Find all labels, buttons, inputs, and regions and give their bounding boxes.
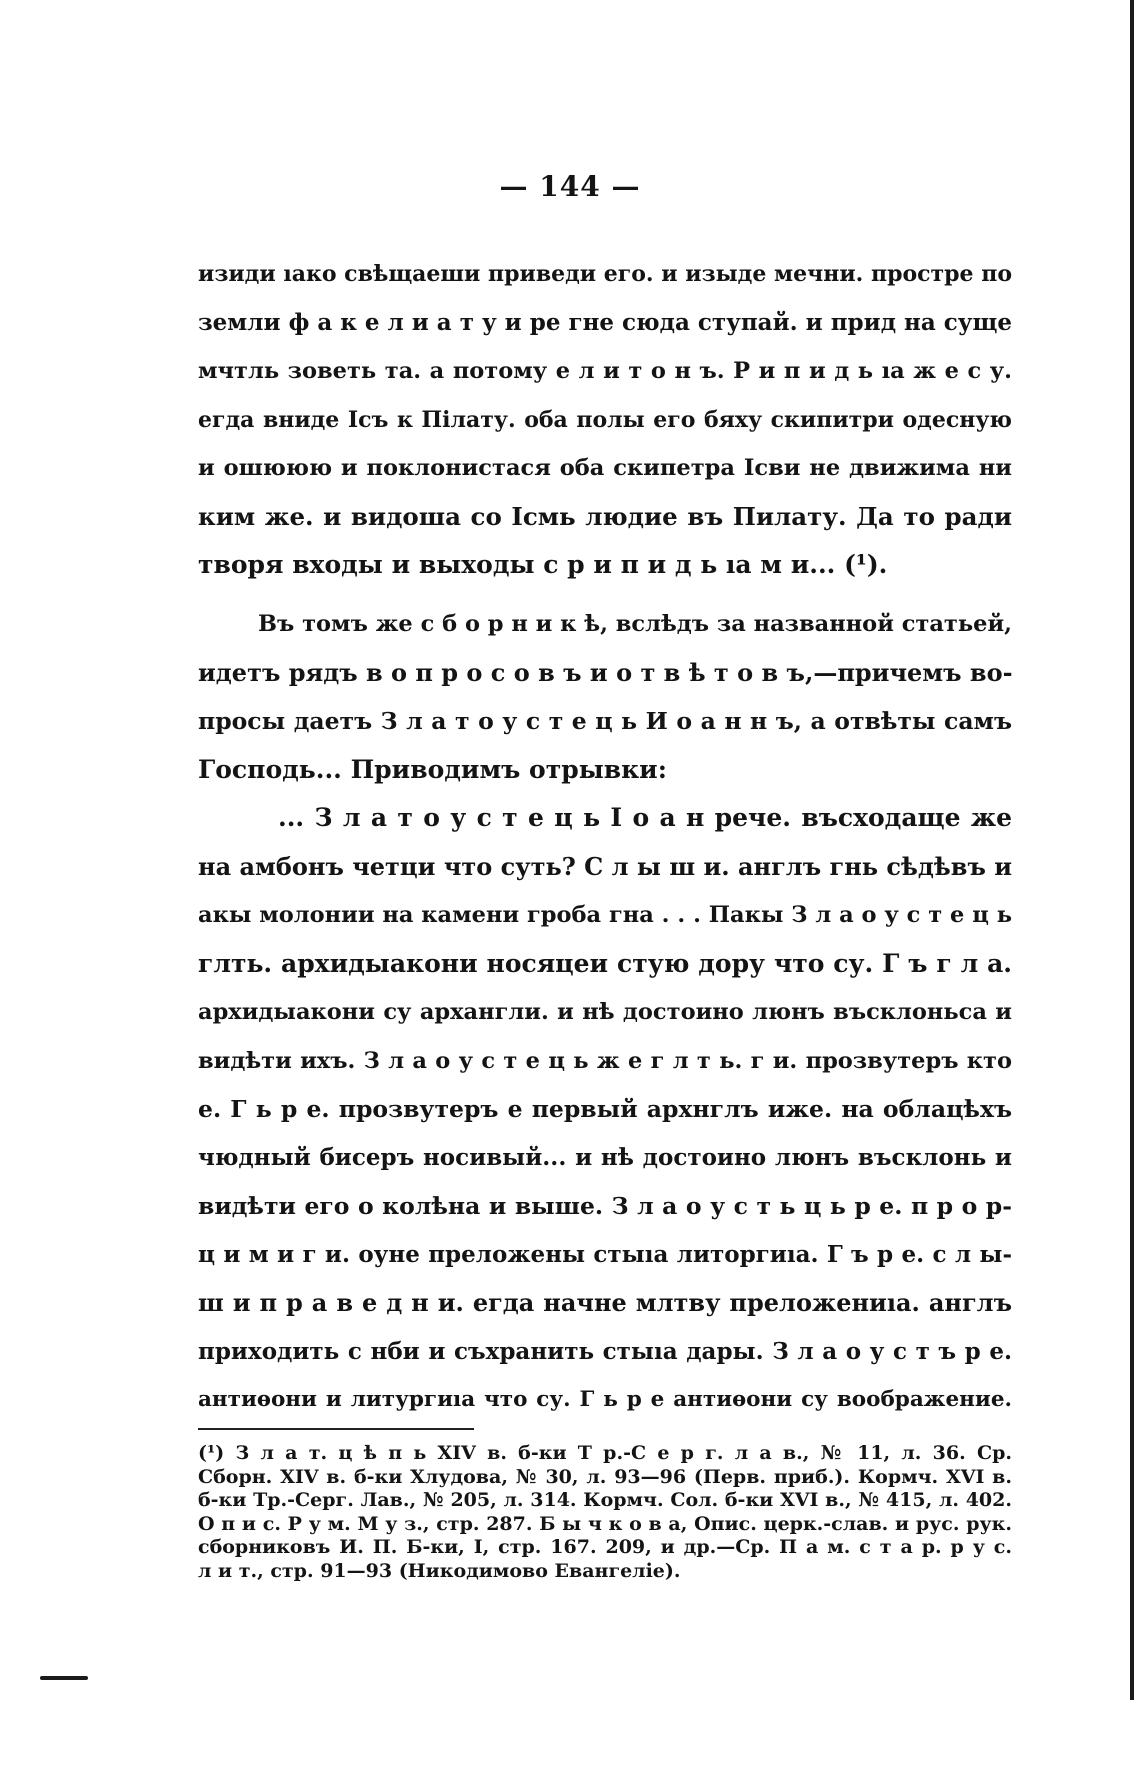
footnote-line: б-ки Тр.-Серг. Лав., № 205, л. 314. Кормч. Сол. б-ки XVI в., № 415, л. 402. xyxy=(198,1489,1012,1511)
text-line: ... З л а т о у с т е ц ь І о а н рече. въсходаще же xyxy=(278,803,1012,832)
text-line: просы даетъ З л а т о у с т е ц ь И о а н н ъ, а отвѣты самъ xyxy=(198,707,1012,735)
footnote-line: Сборн. XIV в. б-ки Хлудова, № 30, л. 93—96 (Перв. приб.). Кормч. XVI в. xyxy=(198,1465,1012,1488)
text-line: е. Г ь р е. прозвутеръ е первый архнглъ иже. на облацѣхъ xyxy=(198,1095,1012,1123)
text-line: чюдный бисеръ носивый... и нѣ достоино люнъ въсклонь и xyxy=(198,1143,1012,1171)
text-line: на амбонъ четци что суть? С л ы ш и. англъ гнь сѣдѣвъ и xyxy=(198,851,1013,881)
text-line: мчтль зоветь та. а потому е л и т о н ъ. Р и п и д ь ıа ж е с у. xyxy=(198,358,1012,384)
text-line: приходить с нби и съхранить стыıа дары. З л а о у с т ъ р е. xyxy=(198,1337,1012,1365)
text-line: земли ф а к е л и а т у и ре гне сюда ступай. и прид на суще xyxy=(198,308,1013,336)
text-line: егда вниде Ісъ к Пілату. оба полы его бяху скипитри одесную xyxy=(198,406,1012,433)
paragraph-2 xyxy=(198,600,1012,794)
text-line: творя входы и выходы с р и п и д ь ıа м и... (¹). xyxy=(198,550,888,579)
paragraph-1 xyxy=(198,250,1012,590)
footnote-line: (¹) З л а т. ц ѣ п ь XIV в. б-ки Т р.-С е р г. л а в., № 11, л. 36. Ср. xyxy=(198,1442,1012,1464)
text-line: изиди ıако свѣщаеши приведи его. и изыде мечни. простре по xyxy=(198,261,1012,287)
text-line: глть. архидыакони носяцеи стую дору что су. Г ъ г л а. xyxy=(198,948,1012,978)
text-line: архидыакони су архангли. и нѣ достоино люнъ въсклоньса и xyxy=(198,999,1012,1025)
footnote xyxy=(198,1442,1012,1583)
text-line: и ошююю и поклонистася оба скипетра Ісви не движима ни xyxy=(198,455,1012,481)
text-line: акы молонии на камени гроба гна . . . Пакы З л а о у с т е ц ь xyxy=(198,902,1012,928)
text-line: ким же. и видоша со Ісмь людие въ Пилату. Да то ради xyxy=(198,501,1012,531)
footnote-line: О п и с. Р у м. М у з., стр. 287. Б ы ч к о в а, Опис. церк.-слав. и рус. рук. xyxy=(198,1512,1012,1535)
text-line: ш и п р а в е д н и. егда начне млтву преложениıа. англъ xyxy=(198,1288,1012,1317)
text-line: Въ томъ же с б о р н и к ѣ, вслѣдъ за названной статьей, xyxy=(258,611,1012,637)
text-line: идетъ рядъ в о п р о с о в ъ и о т в ѣ т о в ъ,—причемъ во- xyxy=(198,657,1013,687)
text-line: Господь... Приводимъ отрывки: xyxy=(198,754,667,784)
footnote-line: л и т., стр. 91—93 (Никодимово Евангеліе). xyxy=(198,1559,681,1582)
paragraph-3-quotation xyxy=(198,794,1012,1425)
scan-edge xyxy=(1130,0,1134,1700)
footnote-divider xyxy=(198,1428,474,1430)
text-line: антиѳони и литургиıа что су. Г ь р е антиѳони су воображение. xyxy=(198,1387,1012,1412)
text-line: видѣти ихъ. З л а о у с т е ц ь ж е г л т ь. г и. прозвутеръ кто xyxy=(198,1047,1012,1074)
footnote-line: сборниковъ И. П. Б-ки, I, стр. 167. 209, и др.—Ср. П а м. с т а р. р у с. xyxy=(198,1536,1012,1558)
page-number: — 144 — xyxy=(499,170,641,203)
scan-mark xyxy=(40,1676,88,1680)
text-line: ц и м и г и. оуне преложены стыıа литоргиıа. Г ъ р е. с л ы- xyxy=(198,1240,1012,1268)
text-line: видѣти его о колѣна и выше. З л а о у с т ь ц ь р е. п р о р- xyxy=(198,1192,1012,1220)
